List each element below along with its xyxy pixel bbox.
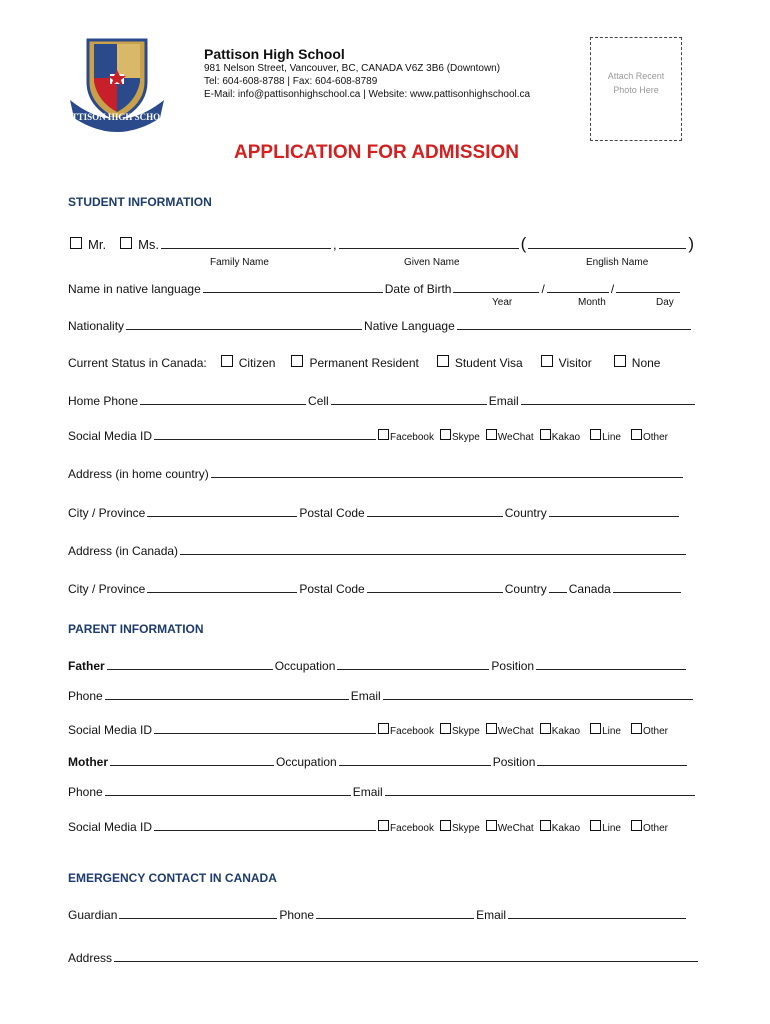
student-skype-label: Skype — [451, 432, 480, 443]
school-logo — [66, 34, 168, 138]
father-phone-label: Phone — [68, 689, 103, 703]
student-line-label: Line — [602, 432, 621, 443]
status-pr-checkbox[interactable] — [291, 355, 303, 367]
dob-slash-2: / — [610, 282, 615, 296]
dob-month-field[interactable] — [547, 281, 609, 293]
father-wechat-checkbox[interactable] — [486, 723, 497, 734]
canada-city-label: City / Province — [68, 582, 146, 596]
mother-label: Mother — [68, 755, 108, 769]
father-social-field[interactable] — [154, 722, 376, 734]
canada-postal-field[interactable] — [367, 581, 503, 593]
cell-field[interactable] — [331, 393, 487, 405]
school-email-web: E-Mail: info@pattisonhighschool.ca | Website: www.pattisonhighschool.ca — [204, 89, 531, 100]
mr-label: Mr. — [88, 237, 107, 252]
nationality-field[interactable] — [126, 318, 362, 330]
status-student-visa-checkbox[interactable] — [437, 355, 449, 367]
student-facebook-checkbox[interactable] — [378, 429, 389, 440]
family-name-caption: Family Name — [210, 257, 269, 268]
father-facebook-checkbox[interactable] — [378, 723, 389, 734]
given-name-caption: Given Name — [404, 257, 460, 268]
home-phone-label: Home Phone — [68, 394, 139, 408]
father-social-label: Social Media ID — [68, 723, 153, 737]
home-city-field[interactable] — [147, 505, 297, 517]
canada-country-label: Country — [504, 582, 547, 596]
home-postal-field[interactable] — [367, 505, 503, 517]
mother-phone-label: Phone — [68, 785, 103, 799]
paren-close: ) — [688, 234, 694, 253]
father-kakao-checkbox[interactable] — [540, 723, 551, 734]
english-name-field[interactable] — [528, 237, 686, 249]
school-contact: Tel: 604-608-8788 | Fax: 604-608-8789 — [204, 76, 378, 87]
mother-occupation-field[interactable] — [339, 754, 491, 766]
year-caption: Year — [492, 297, 513, 308]
student-social-label: Social Media ID — [68, 429, 153, 443]
father-facebook-label: Facebook — [390, 726, 434, 737]
student-facebook-label: Facebook — [390, 432, 434, 443]
father-other-label: Other — [642, 726, 668, 737]
father-occupation-field[interactable] — [337, 658, 489, 670]
mother-other-checkbox[interactable] — [631, 820, 642, 831]
student-section-heading: STUDENT INFORMATION — [68, 195, 212, 209]
student-email-label: Email — [488, 394, 519, 408]
student-line-checkbox[interactable] — [590, 429, 601, 440]
native-language-label: Native Language — [364, 319, 455, 333]
parent-section-heading: PARENT INFORMATION — [68, 622, 204, 636]
native-name-field[interactable] — [203, 281, 383, 293]
father-position-field[interactable] — [536, 658, 686, 670]
guardian-email-label: Email — [476, 908, 507, 922]
logo-text: PATTISON HIGH SCHOOL — [66, 112, 168, 122]
status-pr-label: Permanent Resident — [309, 356, 419, 370]
school-address: 981 Nelson Street, Vancouver, BC, CANADA V6Z 3B6 (Downtown) — [204, 63, 501, 74]
student-other-label: Other — [642, 432, 668, 443]
student-kakao-label: Kakao — [551, 432, 581, 443]
given-name-field[interactable] — [339, 237, 519, 249]
canada-country-value: Canada — [568, 582, 611, 596]
mother-position-field[interactable] — [537, 754, 687, 766]
photo-line-1: Attach Recent — [607, 71, 665, 81]
guardian-name-field[interactable] — [119, 907, 277, 919]
mother-line-checkbox[interactable] — [590, 820, 601, 831]
dob-day-field[interactable] — [616, 281, 680, 293]
name-comma: , — [333, 237, 337, 252]
mother-kakao-label: Kakao — [551, 823, 581, 834]
guardian-address-field[interactable] — [114, 950, 698, 962]
native-name-label: Name in native language — [68, 282, 201, 296]
photo-box[interactable] — [590, 37, 682, 141]
school-name: Pattison High School — [204, 46, 345, 62]
student-skype-checkbox[interactable] — [440, 429, 451, 440]
mother-occupation-label: Occupation — [276, 755, 337, 769]
father-phone-field[interactable] — [105, 688, 349, 700]
mother-other-label: Other — [642, 823, 668, 834]
father-skype-checkbox[interactable] — [440, 723, 451, 734]
student-email-field[interactable] — [521, 393, 695, 405]
guardian-label: Guardian — [68, 908, 118, 922]
mother-skype-checkbox[interactable] — [440, 820, 451, 831]
guardian-address-label: Address — [68, 951, 113, 965]
mother-facebook-checkbox[interactable] — [378, 820, 389, 831]
guardian-phone-label: Phone — [279, 908, 315, 922]
father-label: Father — [68, 659, 105, 673]
status-student-visa-label: Student Visa — [454, 356, 523, 370]
status-citizen-checkbox[interactable] — [221, 355, 233, 367]
student-wechat-label: WeChat — [497, 432, 534, 443]
dob-year-field[interactable] — [453, 281, 539, 293]
address-canada-field[interactable] — [180, 543, 686, 555]
cell-label: Cell — [308, 394, 329, 408]
canada-country-underline-right — [613, 581, 681, 593]
mother-email-label: Email — [352, 785, 383, 799]
mother-position-label: Position — [492, 755, 536, 769]
canada-postal-label: Postal Code — [299, 582, 365, 596]
student-kakao-checkbox[interactable] — [540, 429, 551, 440]
day-caption: Day — [656, 297, 674, 308]
canada-city-field[interactable] — [147, 581, 297, 593]
home-phone-field[interactable] — [140, 393, 306, 405]
status-none-label: None — [631, 356, 661, 370]
address-home-label: Address (in home country) — [68, 467, 209, 481]
father-line-label: Line — [602, 726, 621, 737]
status-visitor-checkbox[interactable] — [541, 355, 553, 367]
father-occupation-label: Occupation — [274, 659, 336, 673]
english-name-caption: English Name — [586, 257, 649, 268]
status-label: Current Status in Canada: — [68, 356, 207, 370]
address-canada-label: Address (in Canada) — [68, 544, 179, 558]
mother-email-field[interactable] — [385, 784, 695, 796]
native-language-field[interactable] — [457, 318, 691, 330]
guardian-phone-field[interactable] — [316, 907, 474, 919]
status-visitor-label: Visitor — [558, 356, 592, 370]
mother-social-label: Social Media ID — [68, 820, 153, 834]
father-email-label: Email — [350, 689, 381, 703]
home-postal-label: Postal Code — [299, 506, 365, 520]
student-wechat-checkbox[interactable] — [486, 429, 497, 440]
father-line-checkbox[interactable] — [590, 723, 601, 734]
mother-facebook-label: Facebook — [390, 823, 434, 834]
father-kakao-label: Kakao — [551, 726, 581, 737]
status-none-checkbox[interactable] — [614, 355, 626, 367]
photo-line-2: Photo Here — [613, 85, 659, 95]
page-title: APPLICATION FOR ADMISSION — [234, 142, 519, 163]
emergency-section-heading: EMERGENCY CONTACT IN CANADA — [68, 871, 277, 885]
mother-skype-label: Skype — [451, 823, 480, 834]
canada-country-underline-left — [549, 581, 567, 593]
ms-checkbox[interactable] — [120, 237, 132, 249]
mother-kakao-checkbox[interactable] — [540, 820, 551, 831]
home-country-label: Country — [504, 506, 547, 520]
home-country-field[interactable] — [549, 505, 679, 517]
guardian-email-field[interactable] — [508, 907, 686, 919]
mother-line-label: Line — [602, 823, 621, 834]
ms-label: Ms. — [138, 237, 160, 252]
mother-wechat-checkbox[interactable] — [486, 820, 497, 831]
dob-slash-1: / — [541, 282, 545, 296]
family-name-field[interactable] — [161, 237, 331, 249]
father-email-field[interactable] — [383, 688, 693, 700]
father-skype-label: Skype — [451, 726, 480, 737]
month-caption: Month — [578, 297, 606, 308]
father-other-checkbox[interactable] — [631, 723, 642, 734]
status-citizen-label: Citizen — [238, 356, 276, 370]
mother-phone-field[interactable] — [105, 784, 351, 796]
mr-checkbox[interactable] — [70, 237, 82, 249]
father-name-field[interactable] — [107, 658, 273, 670]
student-social-field[interactable] — [154, 428, 376, 440]
paren-open: ( — [520, 234, 527, 253]
nationality-label: Nationality — [68, 319, 125, 333]
mother-name-field[interactable] — [110, 754, 274, 766]
father-wechat-label: WeChat — [497, 726, 534, 737]
father-position-label: Position — [491, 659, 535, 673]
home-city-label: City / Province — [68, 506, 146, 520]
mother-social-field[interactable] — [154, 819, 376, 831]
student-other-checkbox[interactable] — [631, 429, 642, 440]
dob-label: Date of Birth — [384, 282, 452, 296]
mother-wechat-label: WeChat — [497, 823, 534, 834]
address-home-field[interactable] — [211, 466, 683, 478]
